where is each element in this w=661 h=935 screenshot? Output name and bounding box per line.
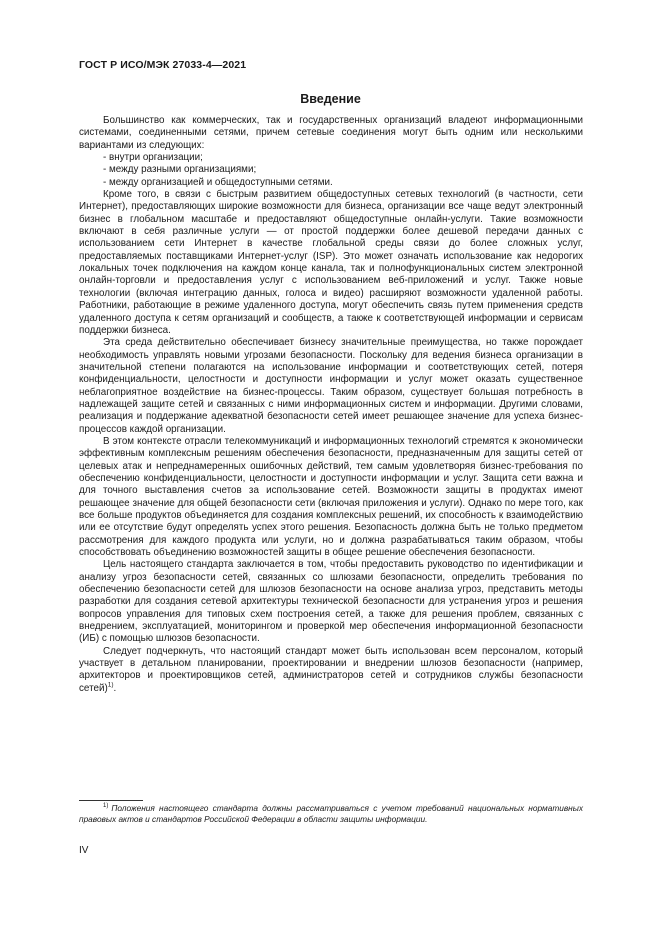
list-item: - между организацией и общедоступными сетями.: [103, 176, 333, 188]
list-item: - между разными организациями;: [103, 164, 257, 176]
closing-paragraph: [79, 646, 583, 695]
page-number: IV: [79, 845, 89, 856]
document-body: [79, 112, 583, 695]
footnote-reference[interactable]: 1): [107, 681, 114, 689]
footnote-divider: [79, 800, 143, 801]
connection-variants-list: [79, 152, 583, 189]
footnote-mark: 1): [103, 803, 109, 810]
intro-paragraph: Большинство как коммерческих, так и государственных организаций владеют информационными системами, соединенными сетями, причем сетевые соединения могут быть одним или несколькими вариантами из следующих:: [79, 115, 583, 151]
body-paragraph: Цель настоящего стандарта заключается в том, чтобы предоставить руководство по идентификации и анализу угроз безопасности сетей, связанных со шлюзами безопасности, определить требования по обеспечению безопасности сетей для шлюзов безопасности на основе анализа угроз, представить методы разработки для создания сетевой архитектуры технической безопасности для устранения угроз и решения вопросов управления для типовых схем построения сетей, а также для решения проблем, связанных с внедрением, эксплуатацией, мониторингом и проверкой мер обеспечения информационной безопасности (ИБ) с помощью шлюзов безопасности.: [79, 559, 583, 645]
body-paragraph: Кроме того, в связи с быстрым развитием общедоступных сетевых технологий (в частности, сети Интернет), предоставляющих широкие возможности для бизнеса, организации все чаще ведут электронный бизнес в глобальном масштабе и предоставляют общедоступные онлайн-услуги. Такие возможности включают в себя различные услуги — от простой поддержки более дешевой передачи данных с использованием сети Интернет в качестве глобальной среды связи до более сложных услуг, предоставляемых поставщиками Интернет-услуг (ISP). Это может означать использование как недорогих локальных точек подключения на каждом конце канала, так и полнофункциональных систем электронной онлайн-торговли и предоставления услуг с использованием веб-приложений и услуг. Также новые технологии (включая интеграцию данных, голоса и видео) расширяют возможности удаленной работы. Работники, работающие в режиме удаленного доступа, могут обеспечить связь путем применения средств удаленного доступа к сетям организаций и сообществ, а также к соответствующей информации и сервисам поддержки бизнеса.: [79, 189, 583, 336]
section-title: Введение: [300, 92, 361, 106]
footnote: [79, 803, 583, 825]
closing-period: .: [113, 682, 117, 694]
body-paragraph: В этом контексте отрасли телекоммуникаций и информационных технологий стремятся к экономически эффективным комплексным решениям обеспечения безопасности, предназначенным для защиты сетей от целевых атак и непреднамеренных ошибочных действий, тем самым удовлетворяя бизнес-требования по обеспечению конфиденциальности, целостности и доступности информации и услуг. Защита сети важна и для точного выставления счетов за использование сетей. Возможности защиты в продуктах имеют решающее значение для общей безопасности сети (включая приложения и услуги). Однако по мере того, как все больше продуктов объединяется для создания комплексных решений, их способность к взаимодействию или ее отсутствие будут определять успех этого решения. Безопасность должна быть не только предметом рассмотрения для каждого продукта или услуги, но и должна разрабатываться таким образом, чтобы способствовать объединению возможностей защиты в общее решение обеспечения безопасности.: [79, 435, 583, 559]
document-header: ГОСТ Р ИСО/МЭК 27033-4—2021: [79, 59, 247, 71]
body-paragraph: Эта среда действительно обеспечивает бизнесу значительные преимущества, но также порождает необходимость управлять новыми угрозами безопасности. Поскольку для ведения бизнеса организации в значительной степени полагаются на использование информации и соответствующих сетей, потеря конфиденциальности, целостности и доступности информации и услуг может оказать существенное неблагоприятное воздействие на бизнес-процессы. Таким образом, существует большая потребность в надлежащей защите сетей и связанных с ними информационных систем и информации. Другими словами, реализация и поддержание адекватной безопасности сетей имеет решающее значение для успеха бизнес-процессов каждой организации.: [79, 337, 583, 435]
list-item: - внутри организации;: [103, 152, 203, 164]
closing-text: Следует подчеркнуть, что настоящий стандарт может быть использован всем персоналом, который участвует в детальном планировании, проектировании и внедрении шлюзов безопасности (например, архитекторов и проектировщиков сетей, администраторов сетей и сотрудников службы безопасности сетей): [79, 645, 583, 694]
footnote-text: Положения настоящего стандарта должны рассматриваться с учетом требований национальных нормативных правовых актов и стандартов Российской Федерации в области защиты информации.: [79, 803, 583, 824]
